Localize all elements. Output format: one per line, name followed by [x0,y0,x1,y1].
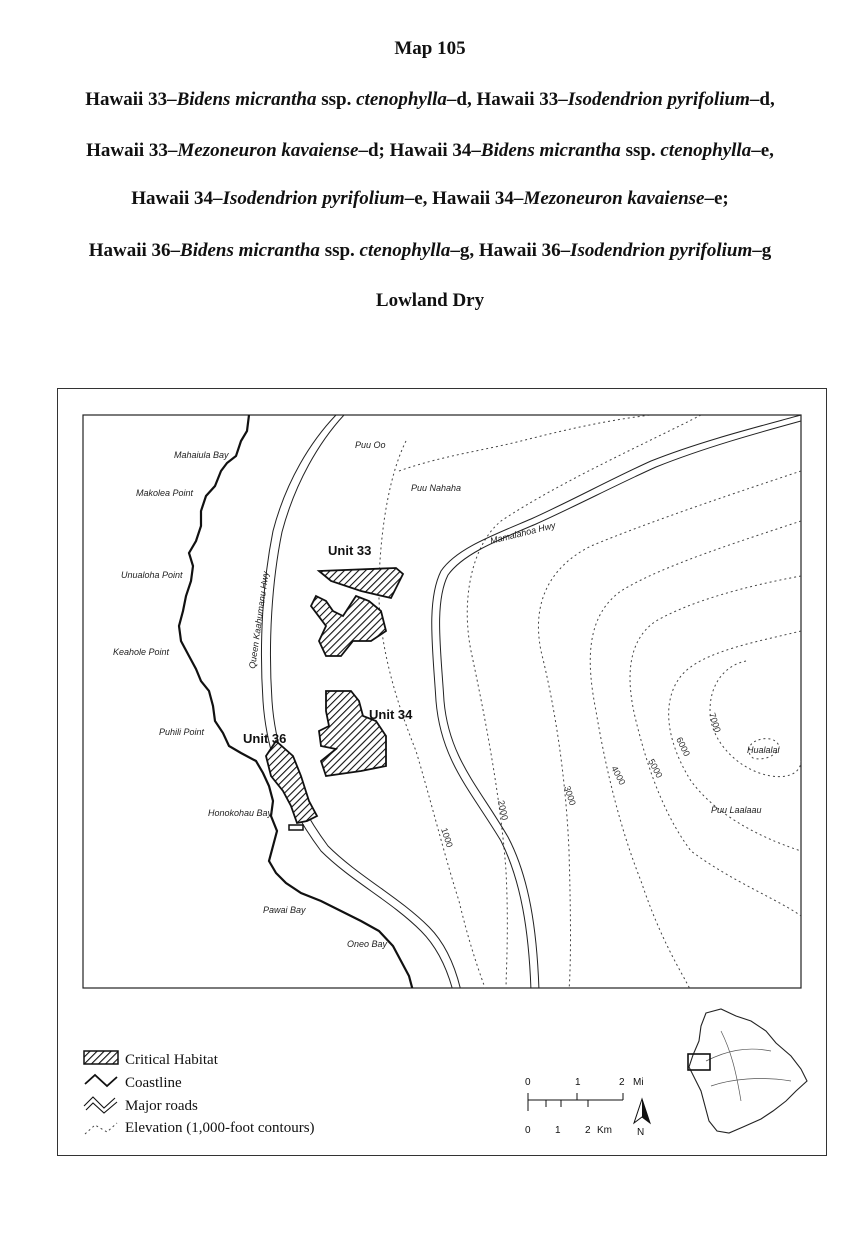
label-puhili-point: Puhili Point [159,727,205,737]
label-contour-7000: 7000 [707,711,723,734]
title-line-2 [0,140,860,162]
scale-mi-0: 0 [525,1077,531,1088]
title-segment: Hawaii 33– [86,140,178,161]
label-contour-4000: 4000 [609,764,628,787]
scale-km-1: 1 [555,1125,561,1136]
legend-major-roads-swatch [84,1097,117,1113]
title-segment: ctenophylla [356,89,447,110]
label-contour-3000: 3000 [562,784,578,807]
title-segment: –d, Hawaii 33– [446,89,568,110]
legend-major-roads: Major roads [125,1098,198,1114]
legend-coastline-swatch [85,1075,117,1086]
title-segment: –g [752,240,772,261]
scale-km-unit: Km [597,1125,612,1136]
map-svg [58,389,825,1154]
label-pawai-bay: Pawai Bay [263,905,306,915]
title-segment: Hawaii 36– [88,240,181,261]
north-label: N [637,1127,645,1138]
label-hualalai: Hualalai [747,745,780,755]
legend-elevation: Elevation (1,000-foot contours) [125,1120,315,1136]
legend [84,1051,315,1136]
label-keahole-point: Keahole Point [113,647,170,657]
label-puu-laalaau: Puu Laalaau [711,805,762,815]
label-unit-34: Unit 34 [369,707,413,722]
title-segment: Bidens micrantha [180,240,320,261]
label-contour-2000: 2000 [496,799,510,822]
label-contour-1000: 1000 [439,826,455,849]
label-unit-36: Unit 36 [243,731,287,746]
legend-elevation-swatch [85,1123,117,1134]
title-segment: –g, Hawaii 36– [450,240,571,261]
label-mahaiula-bay: Mahaiula Bay [174,450,229,460]
north-arrow [634,1099,650,1138]
map-number: Map 105 [394,38,466,59]
legend-coastline: Coastline [125,1075,182,1091]
title-segment: Bidens micrantha [176,89,317,110]
title-segment: Isodendrion pyrifolium [222,188,405,209]
unit-36-small-parcel [289,825,303,830]
title-segment: Hawaii 34– [131,188,223,209]
island-outline [689,1009,807,1133]
title-segment: –d; Hawaii 34– [358,140,481,161]
label-puu-oo: Puu Oo [355,440,386,450]
title-segment: Mezoneuron kavaiense [523,188,705,209]
scale-mi-1: 1 [575,1077,581,1088]
label-contour-5000: 5000 [646,757,665,780]
scale-mi-2: 2 [619,1077,625,1088]
label-puu-nahaha: Puu Nahaha [411,483,462,493]
scale-km-0: 0 [525,1125,531,1136]
title-segment: ctenophylla [359,240,451,261]
title-segment: Isodendrion pyrifolium [567,89,750,110]
label-honokohau-bay: Honokohau Bay [208,808,273,818]
label-makolea-point: Makolea Point [136,488,194,498]
title-segment: ssp. [620,140,661,161]
title-segment: ssp. [316,89,357,110]
title-segment: Isodendrion pyrifolium [570,240,753,261]
locator-inset [688,1009,807,1133]
map-inner-border [83,415,801,988]
title-segment: –e, [751,140,774,161]
label-unit-33: Unit 33 [328,543,372,558]
title-line-4 [0,240,860,262]
title-line-1 [0,89,860,111]
label-oneo-bay: Oneo Bay [347,939,388,949]
title-segment: ssp. [319,240,360,261]
scale-bar [525,1077,644,1136]
title-segment: –e, Hawaii 34– [404,188,524,209]
habitat-type: Lowland Dry [375,290,485,311]
title-segment: –e; [704,188,729,209]
label-unualoha-point: Unualoha Point [121,570,183,580]
title-line-3 [0,188,860,210]
legend-critical-habitat-swatch [84,1051,118,1064]
scale-mi-unit: Mi [633,1077,644,1088]
label-mamalahoa-hwy: Mamalahoa Hwy [489,520,557,546]
legend-critical-habitat: Critical Habitat [125,1052,218,1068]
title-segment: Hawaii 33– [85,89,177,110]
label-contour-6000: 6000 [674,735,692,758]
label-queen-kaahumanu-hwy: Queen Kaahumanu Hwy [247,570,271,670]
title-segment: Bidens micrantha [480,140,621,161]
title-segment: ctenophylla [660,140,752,161]
title-segment: Mezoneuron kavaiense [177,140,359,161]
map-frame [57,388,827,1156]
scale-km-2: 2 [585,1125,591,1136]
title-segment: –d, [749,89,775,110]
